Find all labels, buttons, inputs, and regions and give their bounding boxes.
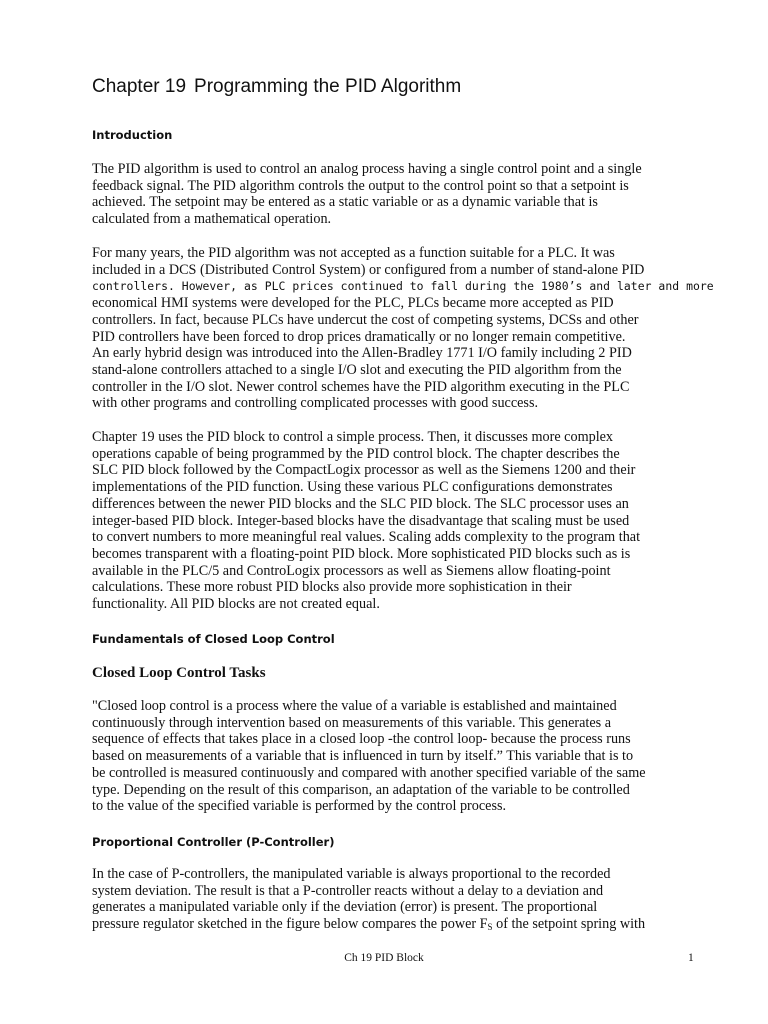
intro-paragraph-2 (92, 245, 714, 412)
intro-paragraph-1 (92, 161, 702, 228)
intro-paragraph-3 (92, 429, 702, 613)
text-line: generates a manipulated variable only if the deviation (error) is present. The proportional (92, 899, 598, 916)
text-line: stand-alone controllers attached to a single I/O slot and executing the PID algorithm from the (92, 361, 622, 378)
text-line: PID controllers have been forced to drop prices dramatically or no longer remain competitive. (92, 328, 626, 345)
text-line: sequence of effects that takes place in a closed loop -the control loop- because the process runs (92, 731, 631, 748)
proportional-controller-heading: Proportional Controller (P-Controller) (92, 835, 335, 849)
text-line: to convert numbers to more meaningful real values. Scaling adds complexity to the program that (92, 529, 641, 546)
text-line: with other programs and controlling complicated processes with good success. (92, 395, 539, 412)
text-line: type. Depending on the result of this comparison, an adaptation of the variable to be controlled (92, 781, 630, 798)
text-line: economical HMI systems were developed for the PLC, PLCs became more accepted as PID (92, 295, 614, 312)
text-line: becomes transparent with a floating-point PID block. More sophisticated PID blocks such as is (92, 545, 631, 562)
text-line: controllers. However, as PLC prices continued to fall during the 1980’s and later and more (92, 279, 714, 294)
text-line-last (92, 916, 702, 936)
text-line: available in the PLC/5 and ControLogix processors as well as Siemens allow floating-point (92, 562, 611, 579)
text-line: In the case of P-controllers, the manipulated variable is always proportional to the recorded (92, 866, 611, 882)
text-line: An early hybrid design was introduced into the Allen-Bradley 1771 I/O family including 2 PID (92, 345, 632, 362)
text-line: based on measurements of a variable that is influenced in turn by itself.” This variable that is to (92, 748, 634, 765)
text-line: Chapter 19 uses the PID block to control a simple process. Then, it discusses more complex (92, 429, 614, 445)
text-line: operations capable of being programmed by the PID control block. The chapter describes the (92, 445, 620, 462)
closed-loop-quote-paragraph (92, 698, 702, 815)
text-line: included in a DCS (Distributed Control System) or configured from a number of stand-alone PID (92, 261, 645, 278)
chapter-number: Chapter 19 (92, 76, 187, 97)
text-fragment: pressure regulator sketched in the figure below compares the power F (92, 916, 488, 933)
proportional-paragraph (92, 866, 702, 936)
page-number: 1 (688, 952, 694, 964)
text-line: The PID algorithm is used to control an analog process having a single control point and a single (92, 161, 642, 177)
text-line: integer-based PID block. Integer-based blocks have the disadvantage that scaling must be used (92, 512, 630, 529)
text-line: achieved. The setpoint may be entered as a static variable or as a dynamic variable that is (92, 194, 598, 211)
chapter-name: Programming the PID Algorithm (194, 76, 462, 97)
text-line: implementations of the PID function. Using these various PLC configurations demonstrates (92, 479, 613, 496)
text-line: feedback signal. The PID algorithm controls the output to the control point so that a setpoint is (92, 177, 629, 194)
text-line: differences between the newer PID blocks and the SLC PID block. The SLC processor uses an (92, 495, 629, 512)
chapter-title (92, 76, 461, 98)
subscript: S (487, 922, 493, 933)
text-line: continuously through intervention based on measurements of this variable. This generates a (92, 714, 612, 731)
text-line: calculated from a mathematical operation. (92, 211, 332, 228)
text-line: "Closed loop control is a process where the value of a variable is established and maintained (92, 698, 617, 714)
text-line: functionality. All PID blocks are not created equal. (92, 596, 380, 613)
text-line: to the value of the specified variable is performed by the control process. (92, 798, 507, 815)
closed-loop-tasks-subheading: Closed Loop Control Tasks (92, 665, 266, 681)
text-line: For many years, the PID algorithm was not accepted as a function suitable for a PLC. It was (92, 245, 615, 261)
text-line: be controlled is measured continuously and compared with another specified variable of the same (92, 764, 646, 781)
text-line: controller in the I/O slot. Newer control schemes have the PID algorithm executing in the PLC (92, 378, 630, 395)
text-line: SLC PID block followed by the CompactLogix processor as well as the Siemens 1200 and their (92, 462, 636, 479)
text-fragment: of the setpoint spring with (492, 916, 646, 933)
text-line: controllers. In fact, because PLCs have undercut the cost of competing systems, DCSs and other (92, 311, 639, 328)
footer-title: Ch 19 PID Block (344, 952, 424, 964)
fundamentals-heading: Fundamentals of Closed Loop Control (92, 632, 335, 646)
introduction-heading: Introduction (92, 128, 173, 142)
text-line: system deviation. The result is that a P-controller reacts without a delay to a deviation and (92, 882, 604, 899)
text-line: calculations. These more robust PID blocks also provide more sophistication in their (92, 579, 572, 596)
